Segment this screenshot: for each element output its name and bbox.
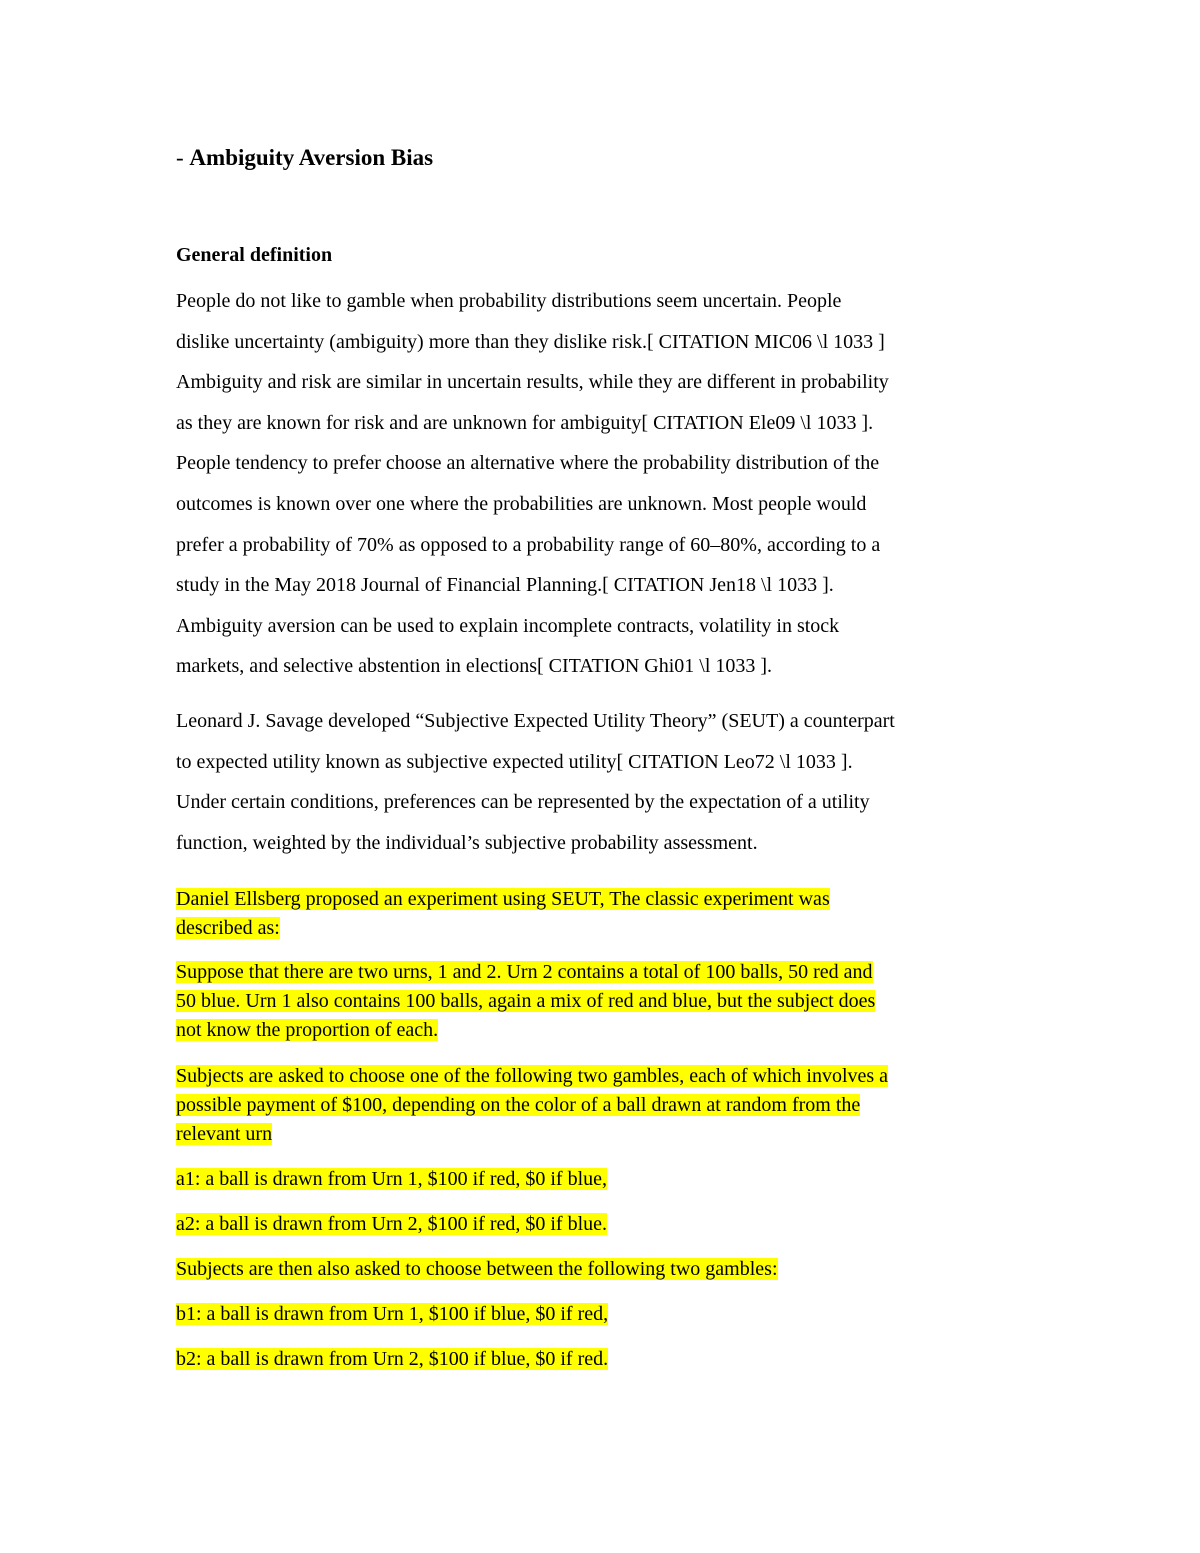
paragraph-line: Ambiguity and risk are similar in uncertain results, while they are different in probability [176, 371, 889, 394]
highlighted-line: b1: a ball is drawn from Urn 1, $100 if blue, $0 if red, [176, 1303, 609, 1325]
highlighted-gamble-a2 [176, 1210, 1056, 1239]
highlighted-line: Subjects are then also asked to choose between the following two gambles: [176, 1258, 778, 1280]
savage-paragraph [176, 701, 1056, 863]
paragraph-line: function, weighted by the individual’s subjective probability assessment. [176, 831, 758, 854]
highlighted-gamble-b1 [176, 1300, 1056, 1329]
highlighted-line: Suppose that there are two urns, 1 and 2. Urn 2 contains a total of 100 balls, 50 red and [176, 961, 873, 983]
highlighted-line: not know the proportion of each. [176, 1019, 439, 1041]
highlighted-gamble-a1 [176, 1165, 1056, 1194]
highlighted-line: 50 blue. Urn 1 also contains 100 balls, again a mix of red and blue, but the subject does [176, 990, 876, 1012]
highlighted-line: described as: [176, 917, 280, 939]
document-title [176, 140, 433, 176]
highlighted-paragraph-ellsberg [176, 885, 1056, 943]
paragraph-line: People do not like to gamble when probability distributions seem uncertain. People [176, 290, 842, 312]
highlighted-line: relevant urn [176, 1123, 273, 1145]
paragraph-line: outcomes is known over one where the probabilities are unknown. Most people would [176, 492, 867, 515]
highlighted-line: a2: a ball is drawn from Urn 2, $100 if red, $0 if blue. [176, 1213, 608, 1235]
highlighted-gamble-b2 [176, 1345, 1056, 1374]
highlighted-line: Daniel Ellsberg proposed an experiment using SEUT, The classic experiment was [176, 888, 830, 910]
highlighted-line: Subjects are asked to choose one of the following two gambles, each of which involves a [176, 1065, 889, 1087]
highlighted-paragraph-gambles [176, 1062, 1056, 1149]
highlighted-paragraph-urns [176, 958, 1056, 1045]
title-text: Ambiguity Aversion Bias [189, 145, 434, 170]
title-dash: - [176, 145, 190, 170]
paragraph-line: Ambiguity aversion can be used to explain incomplete contracts, volatility in stock [176, 614, 840, 637]
paragraph-line: dislike uncertainty (ambiguity) more than they dislike risk.[ CITATION MIC06 \l 1033 ] [176, 330, 885, 353]
highlighted-line: b2: a ball is drawn from Urn 2, $100 if blue, $0 if red. [176, 1348, 609, 1370]
paragraph-line: markets, and selective abstention in elections[ CITATION Ghi01 \l 1033 ]. [176, 655, 773, 678]
highlighted-line: possible payment of $100, depending on the color of a ball drawn at random from the [176, 1094, 861, 1116]
definition-paragraph [176, 281, 1056, 687]
paragraph-line: as they are known for risk and are unknown for ambiguity[ CITATION Ele09 \l 1033 ]. [176, 411, 874, 434]
section-heading: General definition [176, 244, 333, 266]
paragraph-line: Leonard J. Savage developed “Subjective Expected Utility Theory” (SEUT) a counterpart [176, 710, 895, 732]
paragraph-line: prefer a probability of 70% as opposed to a probability range of 60–80%, according to a [176, 533, 881, 556]
highlighted-paragraph-then [176, 1255, 1056, 1284]
paragraph-line: People tendency to prefer choose an alternative where the probability distribution of the [176, 452, 880, 475]
paragraph-line: study in the May 2018 Journal of Financial Planning.[ CITATION Jen18 \l 1033 ]. [176, 574, 834, 597]
paragraph-line: to expected utility known as subjective expected utility[ CITATION Leo72 \l 1033 ]. [176, 750, 853, 773]
highlighted-line: a1: a ball is drawn from Urn 1, $100 if red, $0 if blue, [176, 1168, 608, 1190]
paragraph-line: Under certain conditions, preferences can be represented by the expectation of a utility [176, 791, 870, 814]
